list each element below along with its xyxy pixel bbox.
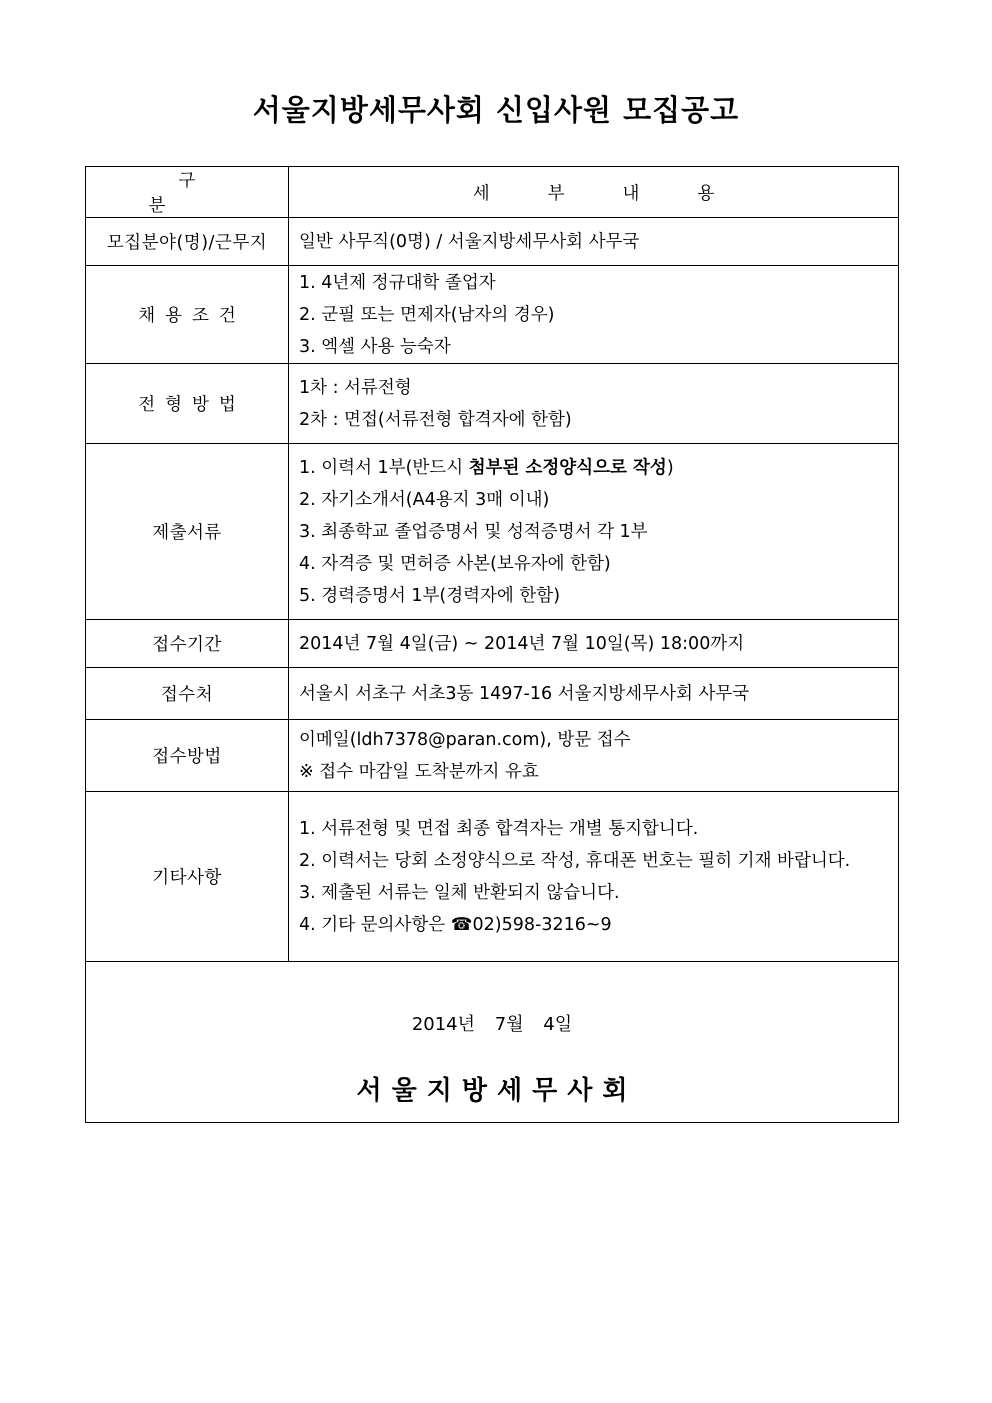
- page-title: 서울지방세무사회 신입사원 모집공고: [252, 93, 740, 127]
- content-line: 1. 서류전형 및 면접 최종 합격자는 개별 통지합니다.: [299, 818, 699, 839]
- content-line: 1차 : 서류전형: [299, 377, 412, 398]
- table-row: [86, 720, 899, 792]
- row-content-other: [289, 792, 899, 962]
- content-line: 5. 경력증명서 1부(경력자에 한함): [299, 585, 561, 606]
- table-row: [86, 218, 899, 266]
- row-content-conditions: [289, 266, 899, 364]
- content-line: 1. 4년제 정규대학 졸업자: [299, 272, 496, 293]
- content-line: 4. 기타 문의사항은 ☎02)598-3216~9: [299, 914, 612, 935]
- table-row: [86, 364, 899, 444]
- row-label-method: 접수방법: [86, 720, 289, 792]
- content-line: 2. 이력서는 당회 소정양식으로 작성, 휴대폰 번호는 필히 기재 바랍니다.: [299, 850, 851, 871]
- footer-cell: [86, 962, 899, 1123]
- content-text: 1. 이력서 1부(반드시: [299, 457, 469, 478]
- table-row: [86, 792, 899, 962]
- row-label-period: 접수기간: [86, 620, 289, 668]
- content-line: [299, 452, 888, 484]
- content-line: 서울시 서초구 서초3동 1497-16 서울지방세무사회 사무국: [299, 683, 750, 704]
- row-label-field: 모집분야(명)/근무지: [86, 218, 289, 266]
- row-label-documents: 제출서류: [86, 444, 289, 620]
- row-label-other: 기타사항: [86, 792, 289, 962]
- row-label-conditions: 채용조건: [86, 266, 289, 364]
- table-row: [86, 668, 899, 720]
- table-row: [86, 444, 899, 620]
- content-line: 4. 자격증 및 면허증 사본(보유자에 한함): [299, 553, 611, 574]
- header-details: 세부내용: [289, 167, 899, 218]
- content-line: ※ 접수 마감일 도착분까지 유효: [299, 761, 539, 782]
- header-category: 구분: [86, 167, 289, 218]
- row-content-method: [289, 720, 899, 792]
- footer-organization: 서울지방세무사회: [356, 1075, 638, 1106]
- content-line: 이메일(ldh7378@paran.com), 방문 접수: [299, 729, 631, 750]
- footer-row: [86, 962, 899, 1123]
- table-row: [86, 266, 899, 364]
- content-line: 3. 제출된 서류는 일체 반환되지 않습니다.: [299, 882, 620, 903]
- content-line: 2. 자기소개서(A4용지 3매 이내): [299, 489, 550, 510]
- content-line: 일반 사무직(0명) / 서울지방세무사회 사무국: [299, 231, 640, 252]
- table-header-row: [86, 167, 899, 218]
- row-label-selection: 전형방법: [86, 364, 289, 444]
- row-content-selection: [289, 364, 899, 444]
- row-content-documents: [289, 444, 899, 620]
- content-line: 3. 엑셀 사용 능숙자: [299, 336, 451, 357]
- table-row: [86, 620, 899, 668]
- content-line: 2014년 7월 4일(금) ~ 2014년 7월 10일(목) 18:00까지: [299, 633, 745, 654]
- row-content-period: [289, 620, 899, 668]
- row-content-place: [289, 668, 899, 720]
- content-line: 2차 : 면접(서류전형 합격자에 한함): [299, 409, 572, 430]
- content-line: 2. 군필 또는 면제자(남자의 경우): [299, 304, 555, 325]
- emphasis-text: 첨부된 소정양식으로 작성: [468, 457, 667, 478]
- notice-table: [85, 166, 899, 1123]
- content-line: 3. 최종학교 졸업증명서 및 성적증명서 각 1부: [299, 521, 648, 542]
- row-content-field: [289, 218, 899, 266]
- footer-date: 2014년 7월 4일: [411, 1013, 573, 1035]
- content-text: ): [666, 457, 674, 478]
- row-label-place: 접수처: [86, 668, 289, 720]
